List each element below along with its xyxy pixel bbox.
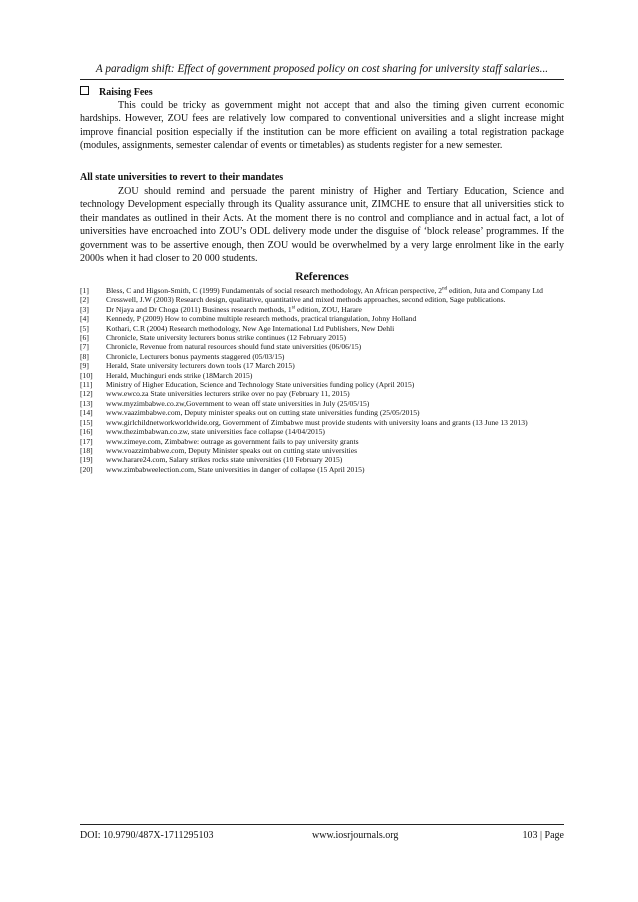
reference-item — [80, 333, 564, 342]
footer-journal-link[interactable]: www.iosrjournals.org — [312, 830, 399, 841]
reference-number: [2] — [80, 295, 89, 305]
reference-text-main: Kennedy, P (2009) How to combine multiple research methods, practical triangulation, Johny Holland — [106, 314, 417, 324]
reference-text-main: Bless, C and Higson-Smith, C (1999) Fundamentals of social research methodology, An African perspective, 2 — [106, 286, 443, 295]
reference-text — [106, 455, 564, 464]
reference-item — [80, 446, 564, 455]
reference-item — [80, 286, 564, 295]
section-heading-text: Raising Fees — [99, 87, 153, 98]
reference-item — [80, 380, 564, 389]
reference-number: [8] — [80, 351, 89, 361]
reference-text-main: Dr Njaya and Dr Choga (2011) Business research methods, 1 — [106, 304, 292, 314]
reference-text — [106, 399, 564, 408]
reference-text-main: www.harare24.com, Salary strikes rocks state universities (10 February 2015) — [106, 455, 343, 465]
reference-text — [106, 286, 564, 295]
reference-number: [20] — [80, 464, 93, 474]
section-heading-revert-mandates: All state universities to revert to their mandates — [80, 172, 284, 183]
reference-text — [106, 352, 564, 361]
reference-text-main: Chronicle, State university lecturers bonus strike continues (12 February 2015) — [106, 333, 346, 343]
reference-text-main: www.myzimbabwe.co.zw,Government to wean off state universities in July (25/05/15) — [106, 398, 370, 408]
reference-item — [80, 437, 564, 446]
section-heading-raising-fees — [80, 86, 564, 99]
paragraph-raising-fees — [80, 99, 564, 153]
reference-text — [106, 437, 564, 446]
reference-item — [80, 455, 564, 464]
checkbox-bullet-icon — [80, 86, 89, 95]
reference-text-main: www.vaazimbabwe.com, Deputy minister speaks out on cutting state universities funding (25/05/2015) — [106, 408, 420, 418]
reference-text-main: www.zimeye.com, Zimbabwe: outrage as government fails to pay university grants — [106, 436, 359, 446]
reference-text-main: Chronicle, Revenue from natural resources should fund state universities (06/06/15) — [106, 342, 362, 352]
reference-number: [10] — [80, 370, 93, 380]
reference-text-main: Herald, State university lecturers down tools (17 March 2015) — [106, 361, 295, 371]
reference-text — [106, 427, 564, 436]
reference-item — [80, 399, 564, 408]
reference-item — [80, 324, 564, 333]
paragraph-text: ZOU should remind and persuade the parent ministry of Higher and Tertiary Education, Science and technology Development especially through its Quality assurance unit, ZIMCHE to ensure that all universities stick to their mandates as outlined in their Acts. At the moment there is no control and compliance and in actual fact, a lot of universities have encroached into ZOU’s ODL delivery mode under the disguise of ‘block release’ programmes. If the government was to be assertive enough, then ZOU would be overwhelmed by a very large enrolment like in the early 2000s when it had closer to 20 000 students. — [80, 186, 564, 265]
paragraph-text: This could be tricky as government might not accept that and also the timing given current economic hardships. However, ZOU fees are relatively low compared to conventional universities and a slight increase might improve financial position especially if the institution can be more efficient on availing a total registration package (modules, assignments, semester calendar of events or timetables) as students register for a new semester. — [80, 100, 564, 152]
reference-number: [7] — [80, 342, 89, 352]
reference-text-main: Herald, Muchinguri ends strike (18March 2015) — [106, 370, 253, 380]
reference-text — [106, 371, 564, 380]
reference-text — [106, 324, 564, 333]
references-title: References — [295, 271, 349, 283]
reference-number: [19] — [80, 455, 93, 465]
running-header-title: A paradigm shift: Effect of government proposed policy on cost sharing for university staff salaries... — [95, 63, 549, 75]
reference-text-main: www.girlchildnetworkworldwide.org, Government of Zimbabwe must provide students with university loans and grants (13 June 13 2013) — [106, 417, 528, 427]
reference-text — [106, 361, 564, 370]
reference-text — [106, 389, 564, 398]
reference-text — [106, 295, 564, 304]
reference-item — [80, 295, 564, 304]
reference-item — [80, 371, 564, 380]
reference-text — [106, 305, 564, 314]
reference-item — [80, 361, 564, 370]
reference-item — [80, 352, 564, 361]
reference-item — [80, 408, 564, 417]
footer-doi: DOI: 10.9790/487X-1711295103 — [80, 830, 214, 841]
paragraph-revert-mandates — [80, 185, 564, 265]
footer-page-number: 103 | Page — [522, 830, 564, 841]
reference-text-main: Cresswell, J.W (2003) Research design, qualitative, quantitative and mixed methods approaches, second edition, Sage publications. — [106, 295, 506, 305]
reference-text — [106, 380, 564, 389]
reference-number: [6] — [80, 333, 89, 343]
reference-number: [17] — [80, 436, 93, 446]
reference-text-main: www.ewco.za State universities lecturers strike over no pay (February 11, 2015) — [106, 389, 350, 399]
reference-number: [11] — [80, 380, 93, 390]
reference-number: [4] — [80, 314, 89, 324]
header-rule — [80, 79, 564, 80]
reference-number: [1] — [80, 286, 89, 295]
reference-item — [80, 342, 564, 351]
reference-item — [80, 427, 564, 436]
references-list — [80, 286, 564, 474]
reference-text-main: Kothari, C.R (2004) Research methodology, New Age International Ltd Publishers, New Dehli — [106, 323, 395, 333]
reference-text — [106, 333, 564, 342]
reference-text — [106, 408, 564, 417]
reference-number: [18] — [80, 445, 93, 455]
reference-text-rest: edition, ZOU, Harare — [295, 304, 362, 314]
reference-text-main: Chronicle, Lecturers bonus payments staggered (05/03/15) — [106, 351, 285, 361]
reference-superscript: nd — [442, 286, 448, 292]
reference-item — [80, 314, 564, 323]
reference-number: [16] — [80, 427, 93, 437]
reference-item — [80, 418, 564, 427]
reference-number: [5] — [80, 323, 89, 333]
reference-text-rest: edition, Juta and Company Ltd — [447, 286, 543, 295]
reference-text — [106, 314, 564, 323]
reference-number: [14] — [80, 408, 93, 418]
reference-text — [106, 418, 564, 427]
reference-number: [13] — [80, 398, 93, 408]
reference-number: [3] — [80, 304, 89, 314]
reference-item — [80, 389, 564, 398]
reference-text — [106, 465, 564, 474]
reference-number: [15] — [80, 417, 93, 427]
reference-text-main: www.thezimbabwan.co.zw, state universities face collapse (14/04/2015) — [106, 427, 325, 437]
reference-text — [106, 342, 564, 351]
reference-item — [80, 465, 564, 474]
footer-rule — [80, 824, 564, 825]
reference-number: [9] — [80, 361, 89, 371]
reference-superscript: st — [291, 305, 296, 311]
reference-number: [12] — [80, 389, 93, 399]
reference-text-main: www.zimbabweelection.com, State universities in danger of collapse (15 April 2015) — [106, 464, 365, 474]
reference-item — [80, 305, 564, 314]
reference-text-main: www.voazzimbabwe.com, Deputy Minister speaks out on cutting state universities — [106, 445, 358, 455]
reference-text-main: Ministry of Higher Education, Science and Technology State universities funding policy (April 2015) — [106, 380, 415, 390]
reference-text — [106, 446, 564, 455]
